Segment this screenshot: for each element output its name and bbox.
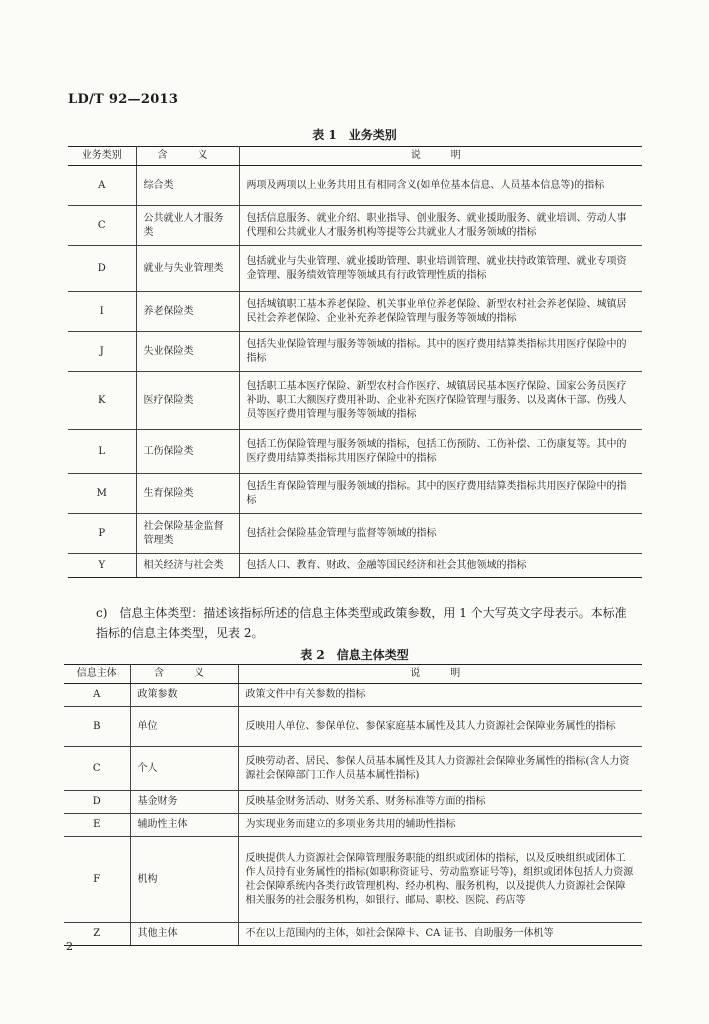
- table-row: [64, 837, 642, 923]
- subject-code: A: [64, 684, 130, 707]
- subject-code: B: [64, 707, 130, 747]
- category-description: 包括失业保险管理与服务等领域的指标。其中的医疗费用结算类指标共用医疗保险中的指标: [239, 332, 642, 372]
- category-meaning: 综合类: [136, 166, 239, 206]
- category-description: 包括人口、教育、财政、金融等国民经济和社会其他领域的指标: [239, 554, 642, 578]
- table-header-row: [68, 147, 642, 166]
- category-meaning: 相关经济与社会类: [136, 554, 239, 578]
- table1-caption: 表 1 业务类别: [312, 128, 397, 142]
- category-code: Y: [68, 554, 136, 578]
- info-subject-table: [64, 664, 642, 946]
- category-meaning: 工伤保险类: [136, 430, 239, 474]
- category-code: J: [68, 332, 136, 372]
- table-row: [68, 430, 642, 474]
- table-row: [68, 332, 642, 372]
- subject-meaning: 单位: [130, 707, 238, 747]
- subject-description: 政策文件中有关参数的指标: [238, 684, 642, 707]
- category-code: D: [68, 246, 136, 292]
- table2-caption: 表 2 信息主体类型: [300, 648, 409, 662]
- table-row: [64, 707, 642, 747]
- subject-description: 反映提供人力资源社会保障管理服务职能的组织或团体的指标，以及反映组织或团体工作人员持有业务属性的指标(如职称资证号、劳动监察证号等)，组织或团体包括人力资源社会保障系统内各类行政管理机构、经办机构、服务机构，以及提供人力资源社会保障相关服务的社会服务机构，如银行、邮局、职校、医院、药店等: [238, 837, 642, 923]
- page-number: 2: [66, 940, 73, 953]
- column-header: 含 义: [136, 147, 239, 166]
- table-row: [68, 246, 642, 292]
- subject-meaning: 辅助性主体: [130, 814, 238, 837]
- category-meaning: 就业与失业管理类: [136, 246, 239, 292]
- standard-code: LD/T 92—2013: [68, 92, 179, 107]
- category-code: P: [68, 514, 136, 554]
- subject-description: 为实现业务而建立的多项业务共用的辅助性指标: [238, 814, 642, 837]
- table-row: [64, 923, 642, 946]
- column-header: 业务类别: [68, 147, 136, 166]
- category-description: 包括信息服务、就业介绍、职业指导、创业服务、就业援助服务、就业培训、劳动人事代理和公共就业人才服务机构等提等公共就业人才服务领域的指标: [239, 206, 642, 246]
- table-row: [64, 684, 642, 707]
- category-meaning: 养老保险类: [136, 292, 239, 332]
- category-code: C: [68, 206, 136, 246]
- category-meaning: 失业保险类: [136, 332, 239, 372]
- category-meaning: 社会保险基金监督管理类: [136, 514, 239, 554]
- business-category-table: [68, 146, 642, 578]
- category-meaning: 医疗保险类: [136, 372, 239, 430]
- category-description: 包括社会保险基金管理与监督等领域的指标: [239, 514, 642, 554]
- category-description: 包括工伤保险管理与服务领域的指标，包括工伤预防、工伤补偿、工伤康复等。其中的医疗费用结算类指标共用医疗保险中的指标: [239, 430, 642, 474]
- table-row: [68, 514, 642, 554]
- table-row: [68, 292, 642, 332]
- subject-code: E: [64, 814, 130, 837]
- subject-meaning: 政策参数: [130, 684, 238, 707]
- table-row: [64, 814, 642, 837]
- category-code: K: [68, 372, 136, 430]
- category-description: 两项及两项以上业务共用且有相同含义(如单位基本信息、人员基本信息等)的指标: [239, 166, 642, 206]
- category-code: I: [68, 292, 136, 332]
- category-meaning: 公共就业人才服务类: [136, 206, 239, 246]
- subject-description: 不在以上范围内的主体，如社会保障卡、CA 证书、自助服务一体机等: [238, 923, 642, 946]
- table-row: [64, 747, 642, 791]
- table-row: [64, 791, 642, 814]
- category-meaning: 生育保险类: [136, 474, 239, 514]
- subject-description: 反映用人单位、参保单位、参保家庭基本属性及其人力资源社会保障业务属性的指标: [238, 707, 642, 747]
- category-description: 包括职工基本医疗保险、新型农村合作医疗、城镇居民基本医疗保险、国家公务员医疗补助、职工大额医疗费用补助、企业补充医疗保险管理与服务、以及离休干部、伤残人员等医疗费用管理与服务等领域的指标: [239, 372, 642, 430]
- subject-description: 反映基金财务活动、财务关系、财务标准等方面的指标: [238, 791, 642, 814]
- column-header: 说 明: [238, 665, 642, 684]
- category-code: M: [68, 474, 136, 514]
- subject-meaning: 个人: [130, 747, 238, 791]
- subject-code: Z: [64, 923, 130, 946]
- subject-meaning: 机构: [130, 837, 238, 923]
- category-code: L: [68, 430, 136, 474]
- table-row: [68, 372, 642, 430]
- table-row: [68, 554, 642, 578]
- table-row: [68, 206, 642, 246]
- subject-code: C: [64, 747, 130, 791]
- category-description: 包括生育保险管理与服务领域的指标。其中的医疗费用结算类指标共用医疗保险中的指标: [239, 474, 642, 514]
- table-row: [68, 474, 642, 514]
- subject-meaning: 其他主体: [130, 923, 238, 946]
- table-header-row: [64, 665, 642, 684]
- column-header: 说 明: [239, 147, 642, 166]
- column-header: 含 义: [130, 665, 238, 684]
- subject-code: F: [64, 837, 130, 923]
- subject-code: D: [64, 791, 130, 814]
- info-subject-note: c) 信息主体类型：描述该指标所述的信息主体类型或政策参数，用 1 个大写英文字母表示。本标准指标的信息主体类型，见表 2。: [96, 606, 627, 640]
- subject-meaning: 基金财务: [130, 791, 238, 814]
- table-row: [68, 166, 642, 206]
- category-description: 包括就业与失业管理、就业援助管理、职业培训管理、就业扶持政策管理、就业专项资金管理、服务绩效管理等领域具有行政管理性质的指标: [239, 246, 642, 292]
- column-header: 信息主体: [64, 665, 130, 684]
- category-description: 包括城镇职工基本养老保险、机关事业单位养老保险、新型农村社会养老保险、城镇居民社会养老保险、企业补充养老保险管理与服务等领域的指标: [239, 292, 642, 332]
- subject-description: 反映劳动者、居民、参保人员基本属性及其人力资源社会保障业务属性的指标(含人力资源社会保障部门工作人员基本属性指标): [238, 747, 642, 791]
- category-code: A: [68, 166, 136, 206]
